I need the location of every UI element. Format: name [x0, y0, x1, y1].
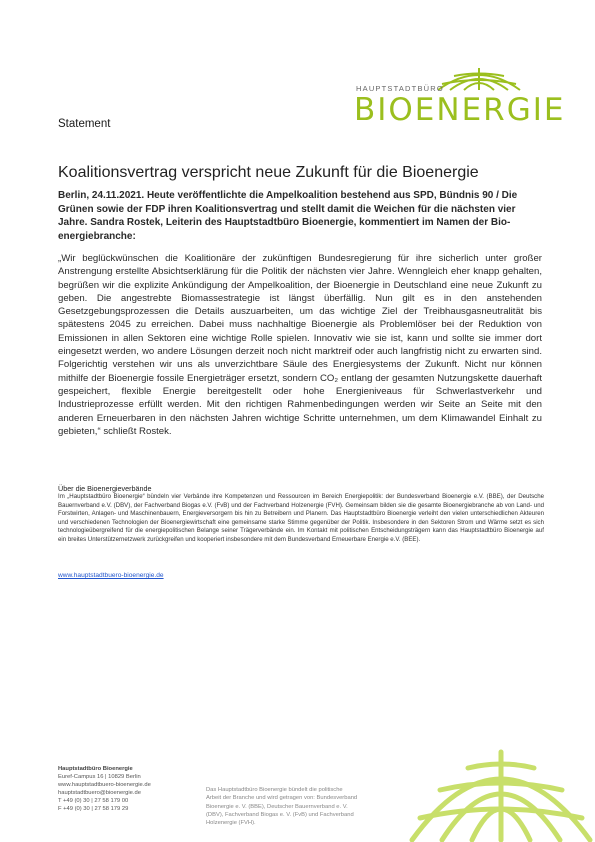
footer-description-line: (DBV), Fachverband Biogas e. V. (FvB) und Fachverband — [206, 811, 354, 818]
lead-paragraph: Berlin, 24.11.2021. Heute veröffentlichte die Ampelkoalition bestehend aus SPD, Bündnis 90 / Die Grünen sowie der FDP ihren Koalitionsvertrag und stellt damit die Weichen für die nächsten vier Jahre. Sandra Rostek, Leiterin des Hauptstadtbüro Bioenergie, kommentiert im Namen der Bio-energiebranche: — [58, 190, 518, 242]
logo-subtitle: HAUPTSTADTBÜRO — [356, 84, 444, 93]
footer-description-line: Arbeit der Branche und wird getragen von: Bundesverband — [206, 795, 358, 802]
footer-contact — [58, 766, 198, 813]
logo-wordmark: BIOENERGIE — [354, 92, 566, 128]
about-heading: Über die Bioenergieverbände — [58, 484, 152, 493]
footer-email[interactable]: hauptstadtbuero@bioenergie.de — [58, 789, 141, 796]
footer-description — [206, 786, 406, 827]
document-type-label: Statement — [58, 118, 111, 130]
logo — [354, 70, 566, 132]
footer-org-name: Hauptstadtbüro Bioenergie — [58, 766, 133, 772]
footer-fax: F +49 (0) 30 | 27 58 179 29 — [58, 805, 129, 812]
footer-phone: T +49 (0) 30 | 27 58 179 00 — [58, 797, 129, 804]
footer-description-line: Bioenergie e. V. (BBE), Deutscher Bauernverband e. V. — [206, 803, 348, 810]
statement-body: „Wir beglückwünschen die Koalitionäre der zukünftigen Bundesregierung für ihre sicherlich unter großer Anstrengung erstellte Absichtserklärung für die Politik der nächsten vier Jahre. Wenngleich eher knapp gehalten, begrüßen wir die explizite Ankündigung der Ampelkoalition, der Bioenergie in Deutschland eine neue Zukunft zu geben. Die angestrebte Biomassestrategie ist längst überfällig. Nun gilt es in den anstehenden Gesetzgebungsprozessen die Details auszuarbeiten, um das wichtige Ziel der Treibhausgasneutralität bis spätestens 2045 zu erreichen. Dabei muss nachhaltige Bioenergie als Problemlöser bei der Reduktion von Emissionen in allen Sektoren eine wichtige Rolle spielen. Innovativ wie sie ist, kann und sollte sie immer dort eingesetzt werden, wo andere Lösungen derzeit noch nicht marktreif oder auch langfristig nicht zu erwarten sind. Folgerichtig verstehen wir uns als unverzichtbare Säule des Energiesystems der Zukunft. Nicht nur können mithilfe der Bioenergie fossile Energieträger ersetzt, sondern CO₂ entlang der gesamten Nutzungskette dauerhaft gespeichert, flexible Energie bereitgestellt oder hohe Energieniveaus für Schwerlastverkehr und Industrieprozesse erfüllt werden. Mit den richtigen Rahmenbedingungen werden wir Seite an Seite mit den anderen Erneuerbaren in den nächsten Jahren wichtige Schritte unternehmen, um dem Klimawandel Einhalt zu gebieten,“ schließt Rostek. — [58, 253, 542, 437]
dome-watermark-icon — [406, 748, 595, 842]
dome-logo-icon — [434, 66, 524, 92]
footer-address: Euref-Campus 16 | 10829 Berlin — [58, 773, 141, 780]
footer-description-line: Holzenergie (FVH). — [206, 820, 256, 827]
footer-website[interactable]: www.hauptstadtbuero-bioenergie.de — [58, 781, 151, 788]
footer-description-line: Das Hauptstadtbüro Bioenergie bündelt die politische — [206, 787, 343, 793]
page-title: Koalitionsvertrag verspricht neue Zukunft für die Bioenergie — [58, 164, 479, 181]
website-link[interactable]: www.hauptstadtbuero-bioenergie.de — [58, 572, 164, 579]
about-text: Im „Hauptstadtbüro Bioenergie“ bündeln vier Verbände ihre Kompetenzen und Ressourcen im Bereich Energiepolitik: der Bundesverband Bioenergie e.V. (BBE), der Deutsche Bauernverband e.V. (DBV), der Fachverband Biogas e.V. (FvB) und der Fachverband Holzenergie (FVH). Gemeinsam bilden sie die gesamte Bioenergiebranche ab von Land- und Forstwirten, Anlagen- und Maschinenbauern, Energieversorgern bis hin zu Betreibern und Planern. Das Hauptstadtbüro Bioenergie verleiht den vielen unterschiedlichen Akteuren und verschiedenen Technologien der Bioenergiewirtschaft eine gemeinsame starke Stimme gegenüber der Politik. Insbesondere in den Sektoren Strom und Wärme setzt es sich technologieübergreifend für die energiepolitischen Belange seiner Trägerverbände ein. Im Kontakt mit politischen Entscheidungsträgern kann das Hauptstadtbüro Bioenergie auf ein breites Unterstützernetzwerk zurückgreifen und kooperiert insbesondere mit dem Bundesverband Erneuerbare Energie e.V. (BEE). — [58, 493, 544, 543]
